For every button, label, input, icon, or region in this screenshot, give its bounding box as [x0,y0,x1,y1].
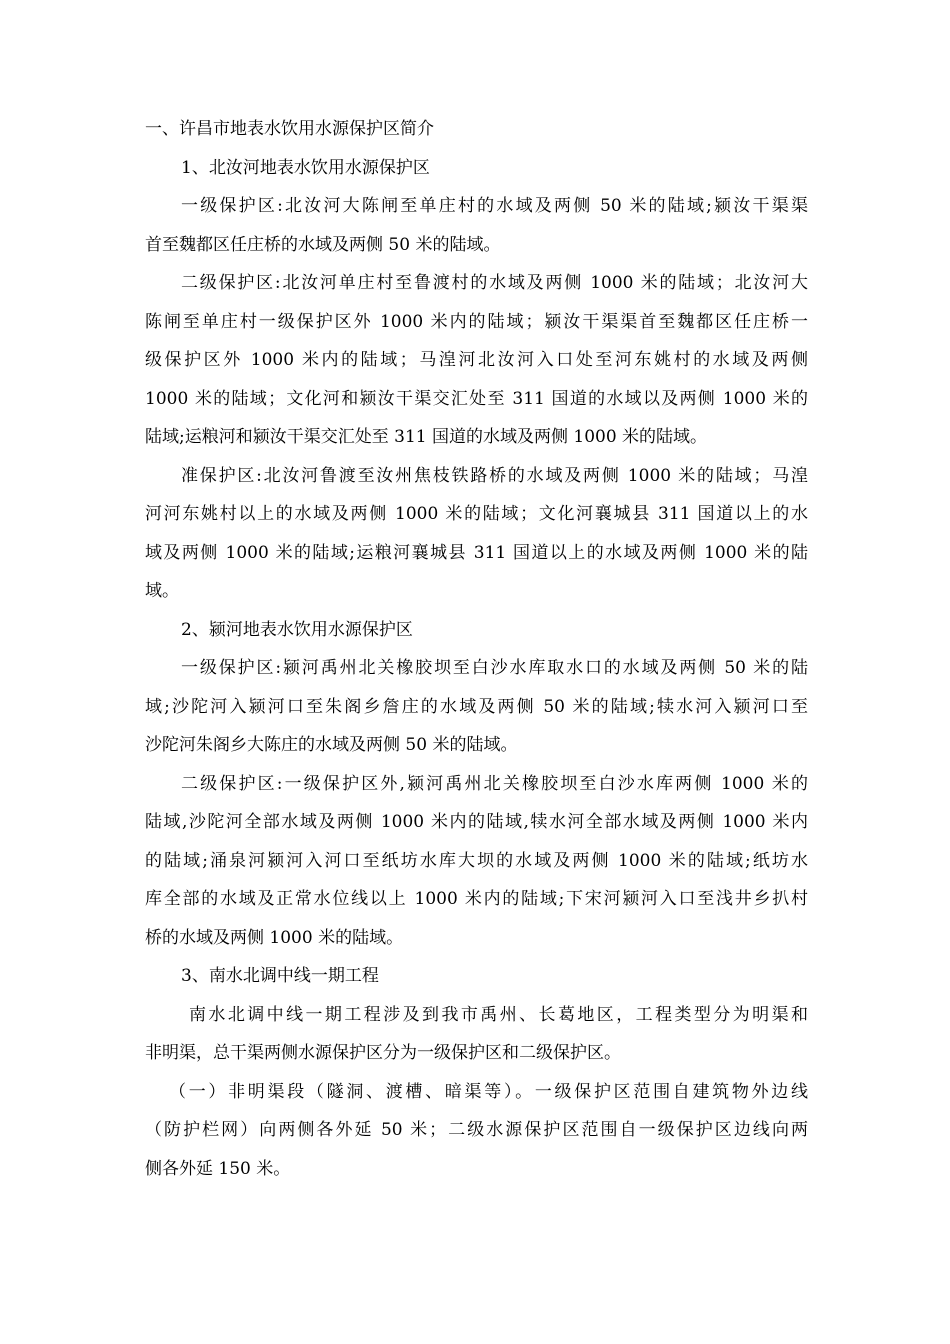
text-line: 桥的水域及两侧 1000 米的陆域。 [145,927,404,948]
text-line: 的陆域;涌泉河颍河入河口至纸坊水库大坝的水域及两侧 1000 米的陆域;纸坊水 [145,850,808,871]
text-line: 一级保护区:北汝河大陈闸至单庄村的水域及两侧 50 米的陆域;颍汝干渠渠 [181,196,808,216]
text-line: 沙陀河朱阁乡大陈庄的水域及两侧 50 米的陆域。 [145,735,518,755]
text-line: 二级保护区:北汝河单庄村至鲁渡村的水域及两侧 1000 米的陆域；北汝河大 [181,273,808,293]
text-line: 二级保护区:一级保护区外,颍河禹州北关橡胶坝至白沙水库两侧 1000 米的 [181,773,808,794]
text-line: 域;沙陀河入颍河口至朱阁乡詹庄的水域及两侧 50 米的陆域;犊水河入颍河口至 [145,696,808,717]
text-line: 1000 米的陆域；文化河和颍汝干渠交汇处至 311 国道的水域以及两侧 1000 米的 [145,388,808,409]
text-line: （防护栏网）向两侧各外延 50 米；二级水源保护区范围自一级保护区边线向两 [145,1120,808,1140]
text-line: 域及两侧 1000 米的陆域;运粮河襄城县 311 国道以上的水域及两侧 1000 米的陆 [145,542,808,563]
text-line: 2、颍河地表水饮用水源保护区 [181,619,413,640]
document-body [145,110,808,1188]
text-line: 一、许昌市地表水饮用水源保护区简介 [145,119,434,139]
text-line: 非明渠，总干渠两侧水源保护区分为一级保护区和二级保护区。 [145,1043,621,1063]
text-line: 陆域,沙陀河全部水域及两侧 1000 米内的陆域,犊水河全部水域及两侧 1000 米内 [145,812,808,832]
text-line: 陆域;运粮河和颍汝干渠交汇处至 311 国道的水域及两侧 1000 米的陆域。 [145,427,708,447]
text-line: 1、北汝河地表水饮用水源保护区 [181,157,430,178]
text-line: 域。 [145,581,179,601]
text-line: （一）非明渠段（隧洞、渡槽、暗渠等）。一级保护区范围自建筑物外边线 [169,1081,808,1102]
text-line: 级保护区外 1000 米内的陆域；马湟河北汝河入口处至河东姚村的水域及两侧 [145,350,808,370]
text-line: 3、南水北调中线一期工程 [181,966,379,986]
text-line: 河河东姚村以上的水域及两侧 1000 米的陆域；文化河襄城县 311 国道以上的水 [145,504,808,524]
text-line: 准保护区:北汝河鲁渡至汝州焦枝铁路桥的水域及两侧 1000 米的陆域；马湟 [181,465,808,486]
text-line: 一级保护区:颍河禹州北关橡胶坝至白沙水库取水口的水域及两侧 50 米的陆 [181,658,808,678]
text-line: 陈闸至单庄村一级保护区外 1000 米内的陆域；颍汝干渠渠首至魏都区任庄桥一 [145,311,808,332]
text-line: 库全部的水域及正常水位线以上 1000 米内的陆域;下宋河颍河入口至浅井乡扒村 [145,889,808,909]
text-line: 南水北调中线一期工程涉及到我市禹州、长葛地区，工程类型分为明渠和 [189,1004,808,1025]
text-line: 首至魏都区任庄桥的水域及两侧 50 米的陆域。 [145,234,501,255]
text-line: 侧各外延 150 米。 [145,1158,291,1179]
